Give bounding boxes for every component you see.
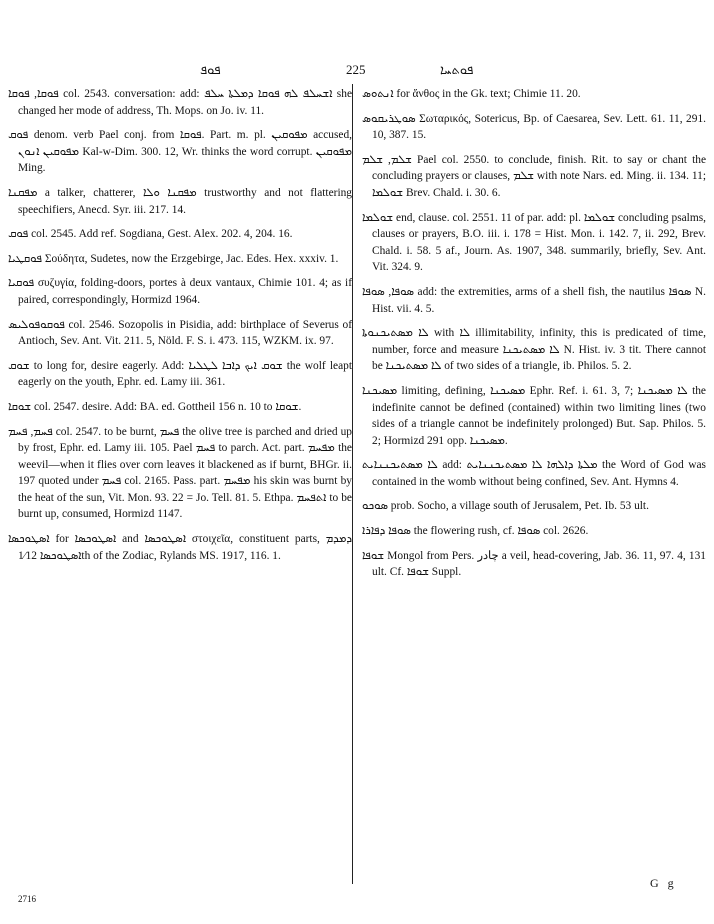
- signature-mark: G g: [650, 876, 677, 890]
- entry: ܣܘܛܪܝܩܘܣ Σωταρικός, Sotericus, Bp. of Caesarea, Sev. Lett. 61. 11, 291. 10, 387. 15.: [362, 112, 706, 142]
- print-number: 2716: [18, 894, 36, 904]
- entry: ܣܘܦܐ ܕܦܐܪܐ the flowering rush, cf. ܣܘܦܐ col. 2626.: [362, 525, 589, 538]
- entry: ܦܘܩ col. 2545. Add ref. Sogdiana, Gest. Alex. 202. 4, 204. 16.: [8, 228, 293, 241]
- entry: ܦܚܡ, ܦܚܡ col. 2547. to be burnt, ܦܚܡ the olive tree is parched and dried up by frost, Ephr. ed. Lamy iii. 105. Pael ܦܚܡ to parch. Act. part. ܡܦܚܡ the weevil—when it flies over corn leaves it blackened as if burnt, BHGr. ii. 197 quoted under ܦܚܡ col. 2165. Pass. part. ܡܦܚܡ his skin was burnt by the heat of the sun, Vit. Mon. 93. 22 = Jo. Tell. 81. 5. Ethpa. ܐܬܦܚܡ to be burnt up, consumed, Hormizd 1147.: [8, 425, 352, 521]
- page-number: 225: [346, 62, 366, 77]
- entry: ܦܘܩܐ, ܦܘܩܐ col. 2543. conversation: add: ܐܫܚܠܦ ܠܗ ܦܘܩܐ ܕܡܠܬܐ ܚܠܦ she changed her mode of address, Th. Mops. on Jo. iv. 11.: [8, 88, 352, 117]
- entry: ܣܘܦܐ, ܣܘܦܐ add: the extremities, arms of a shell fish, the nautilus ܣܘܦܐ N. Hist. vii. 4. 5.: [362, 285, 706, 315]
- entry: ܦܘܩܝܐ συζυγία, folding-doors, portes à deux vantaux, Chimie 101. 4; as if paired, correspondingly, Hormizd 1964.: [8, 277, 352, 306]
- entry: ܠܐ ܡܣܬܝܟܢܘܬܐ with ܠܐ illimitability, infinity, this is predicated of time, number, force and measure ܠܐ ܡܣܬܝܟܢܐ N. Hist. iv. 3 tit. There cannot be ܠܐ ܡܣܬܝܟܢܐ of two sides of a triangle, ib. Philos. 5. 2.: [362, 327, 707, 373]
- entry: ܫܘܩܐ col. 2547. desire. Add: BA. ed. Gottheil 156 n. 10 to ܫܘܩܐ.: [8, 400, 302, 413]
- running-head-left: ܦܘܦ: [200, 62, 221, 77]
- entry: ܐܢܬܘܣ for ἄνθος in the Gk. text; Chimie 11. 20.: [362, 88, 581, 100]
- entry: ܐܣܛܘܟܣܐ for ܐܣܛܘܟܣܐ and ܐܣܛܘܟܣܐ στοιχεῖα, constituent parts, ܕܡܕܡ ܐܣܛܘܟܣܐ 1⁄12th of the Zodiac, Rylands MS. 1917, 116. 1.: [8, 533, 352, 562]
- left-column: [8, 86, 352, 572]
- entry: ܫܘܦܐ Mongol from Pers. چادر a veil, head-covering, Jab. 36. 11, 97. 4, 131 ult. Cf. ܫܘܦܐ Suppl.: [362, 549, 706, 579]
- running-head-right: ܦܘܬܚܐ: [440, 62, 474, 77]
- entry: ܦܘܩܘܦܘܠܝܣ col. 2546. Sozopolis in Pisidia, add: birthplace of Severus of Antioch, Sev. Ant. Vit. 211. 5, Nöld. F. S. i. 473. 115, WZKM. ix. 97.: [8, 318, 352, 348]
- entry: ܠܐ ܡܣܬܝܟܢܢܐܝܬ add: ܡܠܬܐ ܕܐܠܗܐ ܠܐ ܡܣܬܝܟܢܢܐܝܬ the Word of God was contained in the womb without being confined, Sev. Ant. Hymns 4.: [362, 459, 706, 488]
- entry: ܣܘܟܘ prob. Socho, a village south of Jerusalem, Pet. Ib. 53 ult.: [362, 500, 649, 513]
- column-divider: [352, 84, 353, 884]
- entry: ܡܦܩܢܐ a talker, chatterer, ܡܦܩܢܐ ܘܠܐ trustworthy and not flattering speechifiers, Anecd. Syr. iii. 217. 14.: [8, 186, 352, 216]
- entry: ܫܠܡ, ܫܠܡ Pael col. 2550. to conclude, finish. Rit. to say or chant the concluding prayers or clauses, ܫܠܡ with note Nars. ed. Ming. ii. 134. 11; ܫܘܠܡܐ Brev. Chald. i. 30. 6.: [362, 153, 706, 199]
- entry: ܫܘܠܡܐ end, clause. col. 2551. 11 of par. add: pl. ܫܘܠܡܐ concluding psalms, clauses or prayers, B.O. iii. i. 178 = Hist. Mon. i. 142. 7, ii. 292, Brev. Chald. i. 58. 5 af., Journ. As. 1907, 348. summarily, briefly, Sev. Ant. Vit. 324. 9.: [362, 211, 706, 274]
- entry: ܡܣܝܟܢܐ limiting, defining, ܡܣܝܟܢܐ Ephr. Ref. i. 61. 3, 7; ܠܐ ܡܣܝܟܢܐ the indefinite cannot be defined (contained) within two limiting lines (two sides of a triangle cannot be indefinitely prolonged) But. Sap. Philos. 5. 2; Hormizd 291 opp. ܡܣܝܟܢܐ.: [362, 384, 706, 447]
- right-column: [362, 86, 706, 589]
- entry: ܦܘܩܛܝܐ Σούδητα, Sudetes, now the Erzgebirge, Jac. Edes. Hex. xxxiv. 1.: [8, 252, 339, 265]
- entry: ܦܘܩ denom. verb Pael conj. from ܦܘܩܐ. Part. m. pl. ܡܦܘܩܝܢ accused, ܡܦܘܩܝܢ ܐܢܘܢ Kal-w-Dim. 300. 12, Wr. thinks the word corrupt. ܡܦܘܩܝܢ Ming.: [8, 129, 352, 175]
- entry: ܫܘܩ to long for, desire eagerly. Add: ܫܘܩ ܐܝܟ ܕܐܒܐ ܠܛܠܝܐ the wolf leapt eagerly on the youth, Ephr. ed. Lamy iii. 361.: [8, 359, 352, 389]
